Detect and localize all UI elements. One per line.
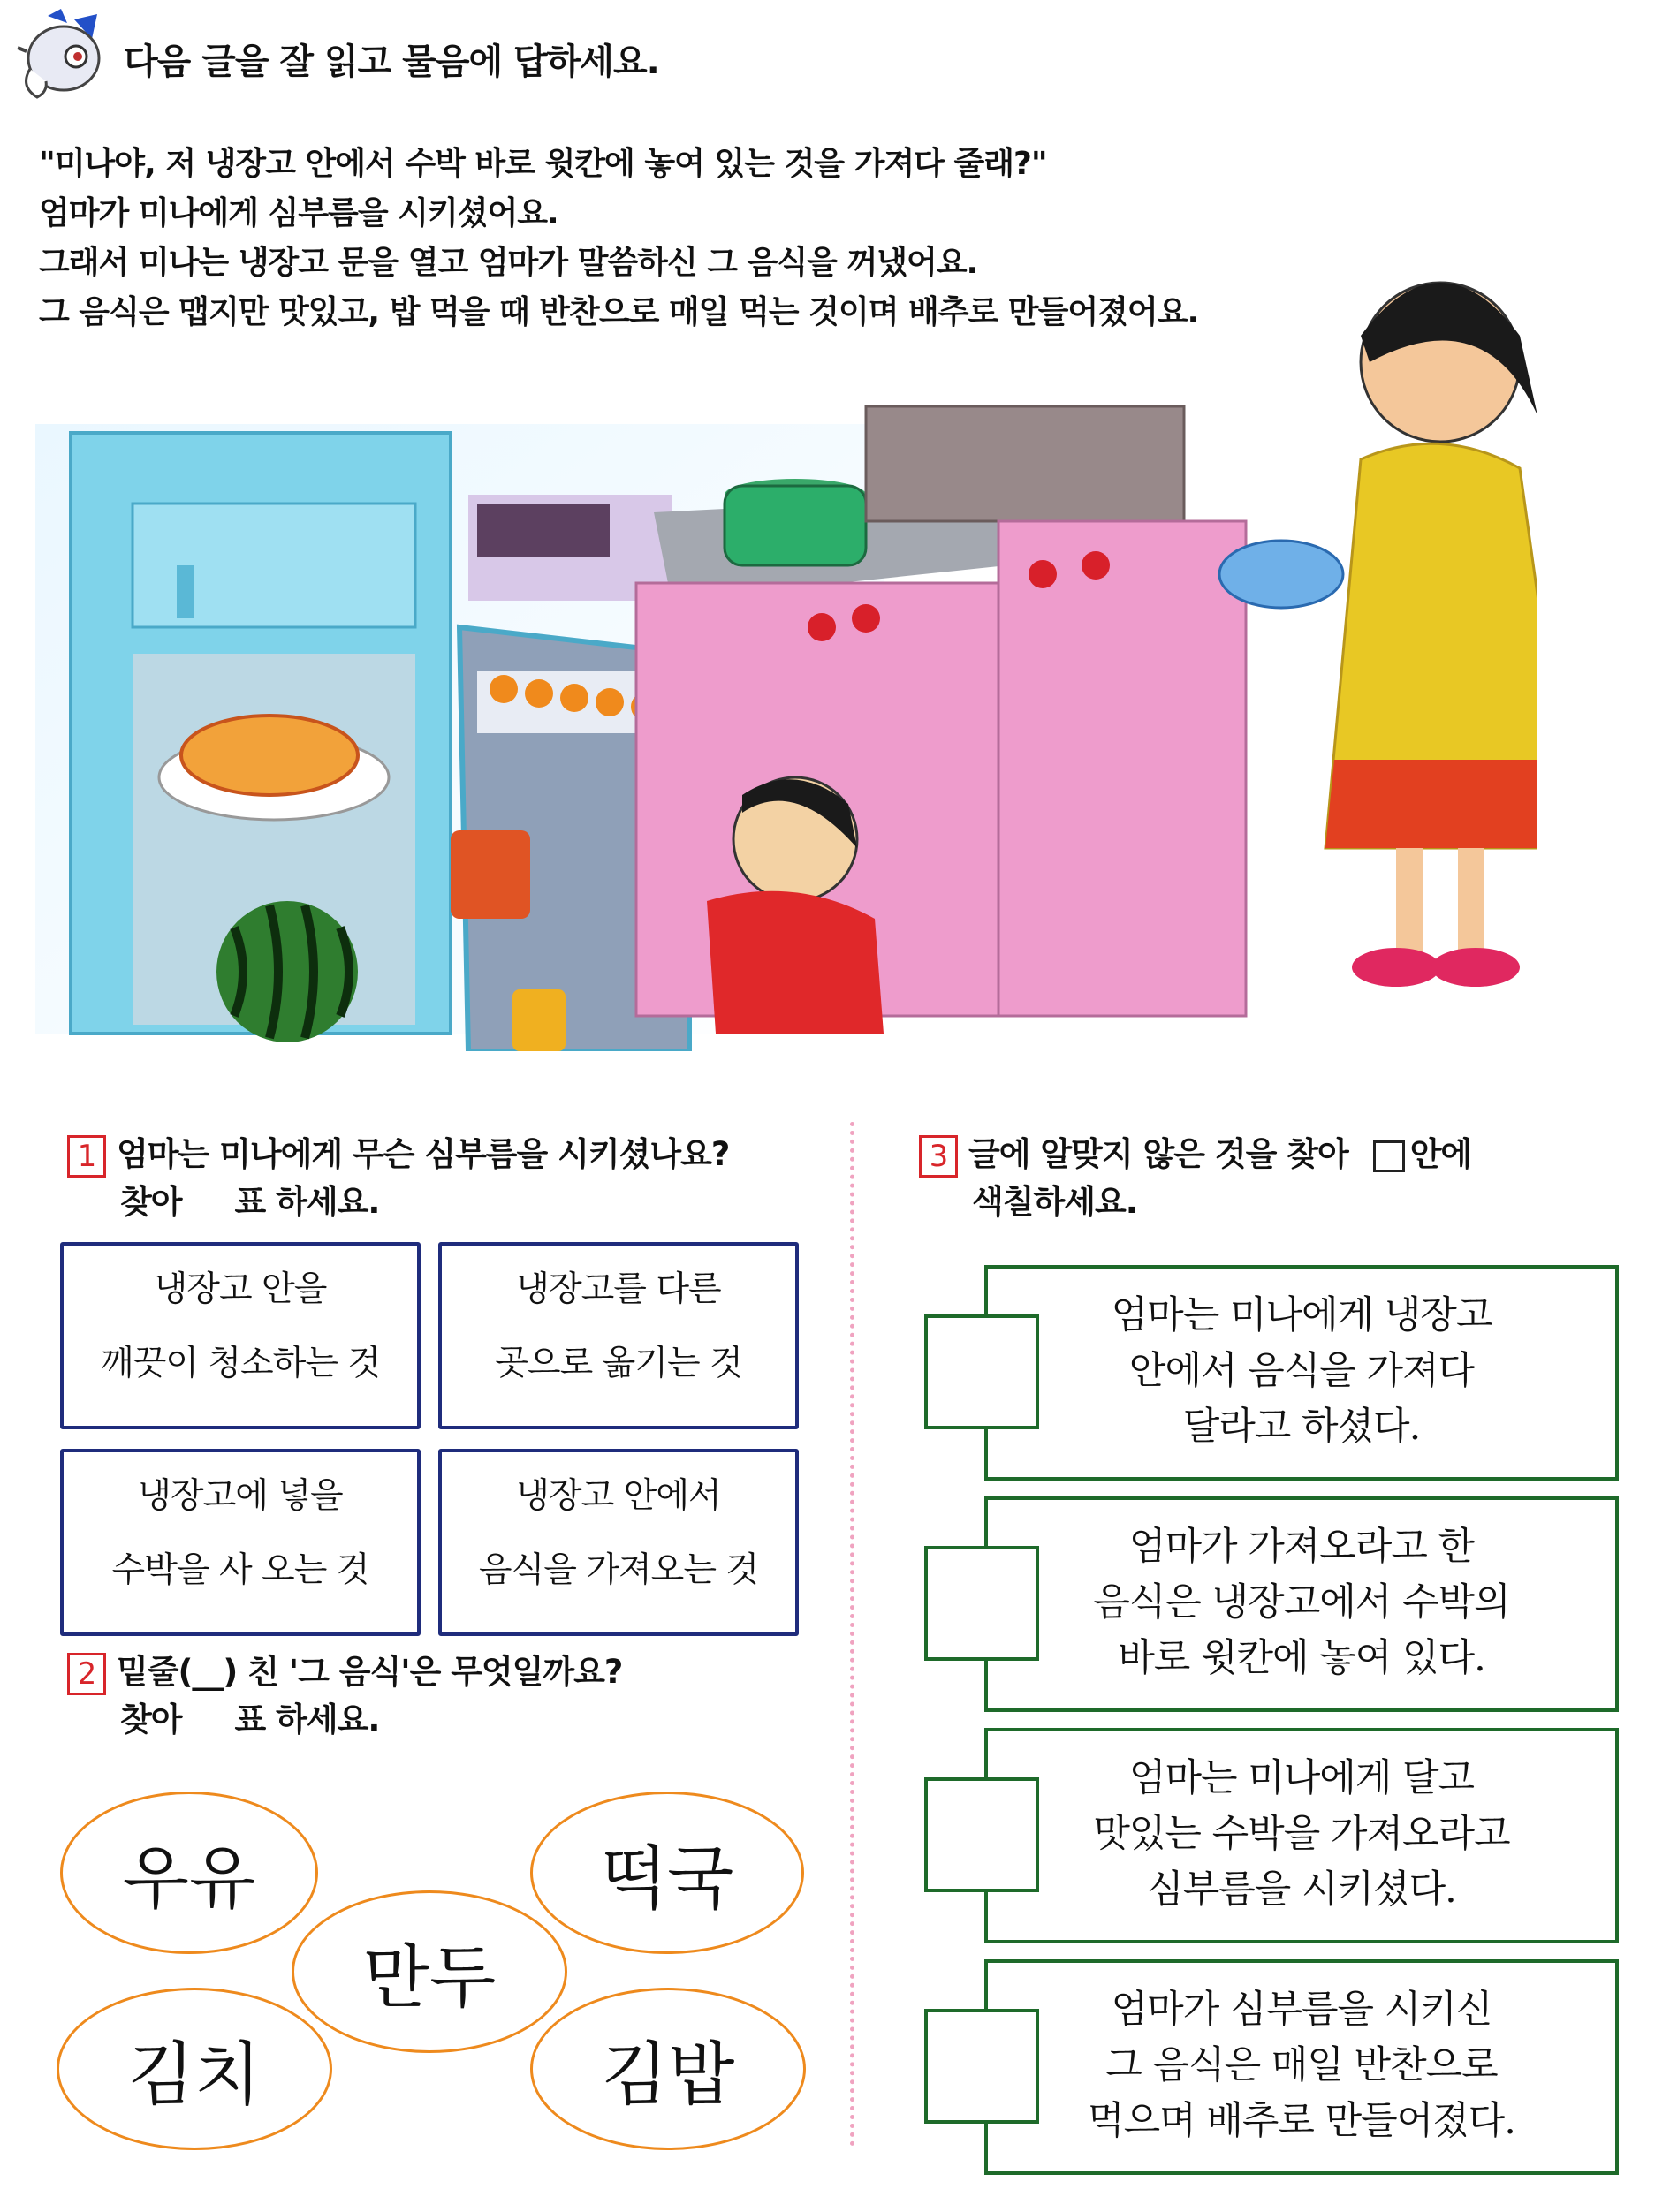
answer-checkbox[interactable] bbox=[924, 2009, 1039, 2124]
question-text: 찾아 bbox=[120, 1183, 182, 1221]
question-text: 엄마는 미나에게 무슨 심부름을 시키셨나요? bbox=[117, 1135, 730, 1173]
statement-text: 맛있는 수박을 가져오라고 bbox=[1093, 1812, 1510, 1856]
food-label: 김밥 bbox=[601, 2035, 735, 2115]
statement-card bbox=[984, 1496, 1619, 1712]
statement-text: 안에서 음식을 가져다 bbox=[1128, 1349, 1475, 1393]
choice-text: 냉장고에 넣을 bbox=[138, 1476, 343, 1516]
food-option[interactable] bbox=[530, 1988, 806, 2150]
question-number: 2 bbox=[67, 1653, 106, 1695]
choice-text: 냉장고 안을 bbox=[154, 1269, 327, 1309]
question-2 bbox=[67, 1648, 845, 1744]
food-option[interactable] bbox=[530, 1792, 804, 1954]
statement-text: 달라고 하셨다. bbox=[1182, 1405, 1421, 1449]
choice-text: 냉장고 안에서 bbox=[516, 1476, 721, 1516]
answer-checkbox[interactable] bbox=[924, 1314, 1039, 1429]
answer-choice[interactable] bbox=[438, 1449, 799, 1636]
question-text: 밑줄(__) 친 '그 음식'은 무엇일까요? bbox=[117, 1653, 623, 1691]
statement-text: 엄마는 미나에게 달고 bbox=[1128, 1756, 1475, 1800]
food-label: 김치 bbox=[127, 2035, 262, 2115]
choice-text: 냉장고를 다른 bbox=[516, 1269, 721, 1309]
statement-card bbox=[984, 1728, 1619, 1943]
statement-text: 그 음식은 매일 반찬으로 bbox=[1105, 2043, 1498, 2087]
statement-text: 엄마가 심부름을 시키신 bbox=[1111, 1988, 1492, 2032]
choice-text: 수박을 사 오는 것 bbox=[111, 1550, 369, 1590]
answer-choice[interactable] bbox=[60, 1242, 421, 1429]
question-text: 찾아 bbox=[120, 1701, 182, 1739]
question-text: 표 하세요. bbox=[234, 1183, 380, 1221]
statement-text: 엄마는 미나에게 냉장고 bbox=[1111, 1293, 1492, 1337]
statement-card bbox=[984, 1265, 1619, 1481]
food-option[interactable] bbox=[57, 1988, 332, 2150]
question-text: 색칠하세요. bbox=[972, 1183, 1137, 1221]
question-number: 3 bbox=[919, 1135, 958, 1178]
story-line: 그 음식은 맵지만 맛있고, 밥 먹을 때 반찬으로 매일 먹는 것이며 배추로 만들어졌어요. bbox=[39, 294, 1199, 330]
question-text: 표 하세요. bbox=[234, 1701, 380, 1739]
question-text: 안에 bbox=[1409, 1135, 1472, 1173]
checkbox-glyph-icon bbox=[1373, 1140, 1405, 1172]
statement-text: 심부름을 시키셨다. bbox=[1147, 1867, 1456, 1912]
answer-choice[interactable] bbox=[60, 1449, 421, 1636]
food-label: 떡국 bbox=[600, 1839, 734, 1919]
food-option[interactable] bbox=[60, 1792, 318, 1954]
instruction-heading: 다음 글을 잘 읽고 물음에 답하세요. bbox=[124, 42, 659, 82]
choice-text: 음식을 가져오는 것 bbox=[478, 1550, 759, 1590]
answer-choice[interactable] bbox=[438, 1242, 799, 1429]
kitchen-illustration bbox=[35, 230, 1537, 1051]
choice-text: 곳으로 옮기는 것 bbox=[495, 1344, 742, 1383]
mascot-icon bbox=[12, 7, 110, 104]
food-label: 우유 bbox=[122, 1839, 256, 1919]
question-text: 글에 알맞지 않은 것을 찾아 bbox=[968, 1135, 1348, 1173]
answer-checkbox[interactable] bbox=[924, 1777, 1039, 1892]
statement-text: 엄마가 가져오라고 한 bbox=[1128, 1525, 1475, 1569]
choice-text: 깨끗이 청소하는 것 bbox=[100, 1344, 381, 1383]
question-3 bbox=[919, 1131, 1661, 1226]
statement-text: 음식은 냉장고에서 수박의 bbox=[1093, 1580, 1510, 1625]
column-divider bbox=[850, 1122, 854, 2147]
story-line: 그래서 미나는 냉장고 문을 열고 엄마가 말씀하신 그 음식을 꺼냈어요. bbox=[39, 245, 978, 281]
food-option[interactable] bbox=[292, 1890, 567, 2053]
statement-text: 먹으며 배추로 만들어졌다. bbox=[1088, 2099, 1515, 2143]
statement-text: 바로 윗칸에 놓여 있다. bbox=[1118, 1636, 1485, 1680]
story-line: 엄마가 미나에게 심부름을 시키셨어요. bbox=[39, 195, 558, 231]
answer-checkbox[interactable] bbox=[924, 1546, 1039, 1661]
story-line: "미나야, 저 냉장고 안에서 수박 바로 윗칸에 놓여 있는 것을 가져다 줄래?" bbox=[39, 146, 1047, 182]
question-1 bbox=[67, 1131, 845, 1226]
statement-card bbox=[984, 1959, 1619, 2175]
question-number: 1 bbox=[67, 1135, 106, 1178]
food-label: 만두 bbox=[362, 1938, 497, 2018]
